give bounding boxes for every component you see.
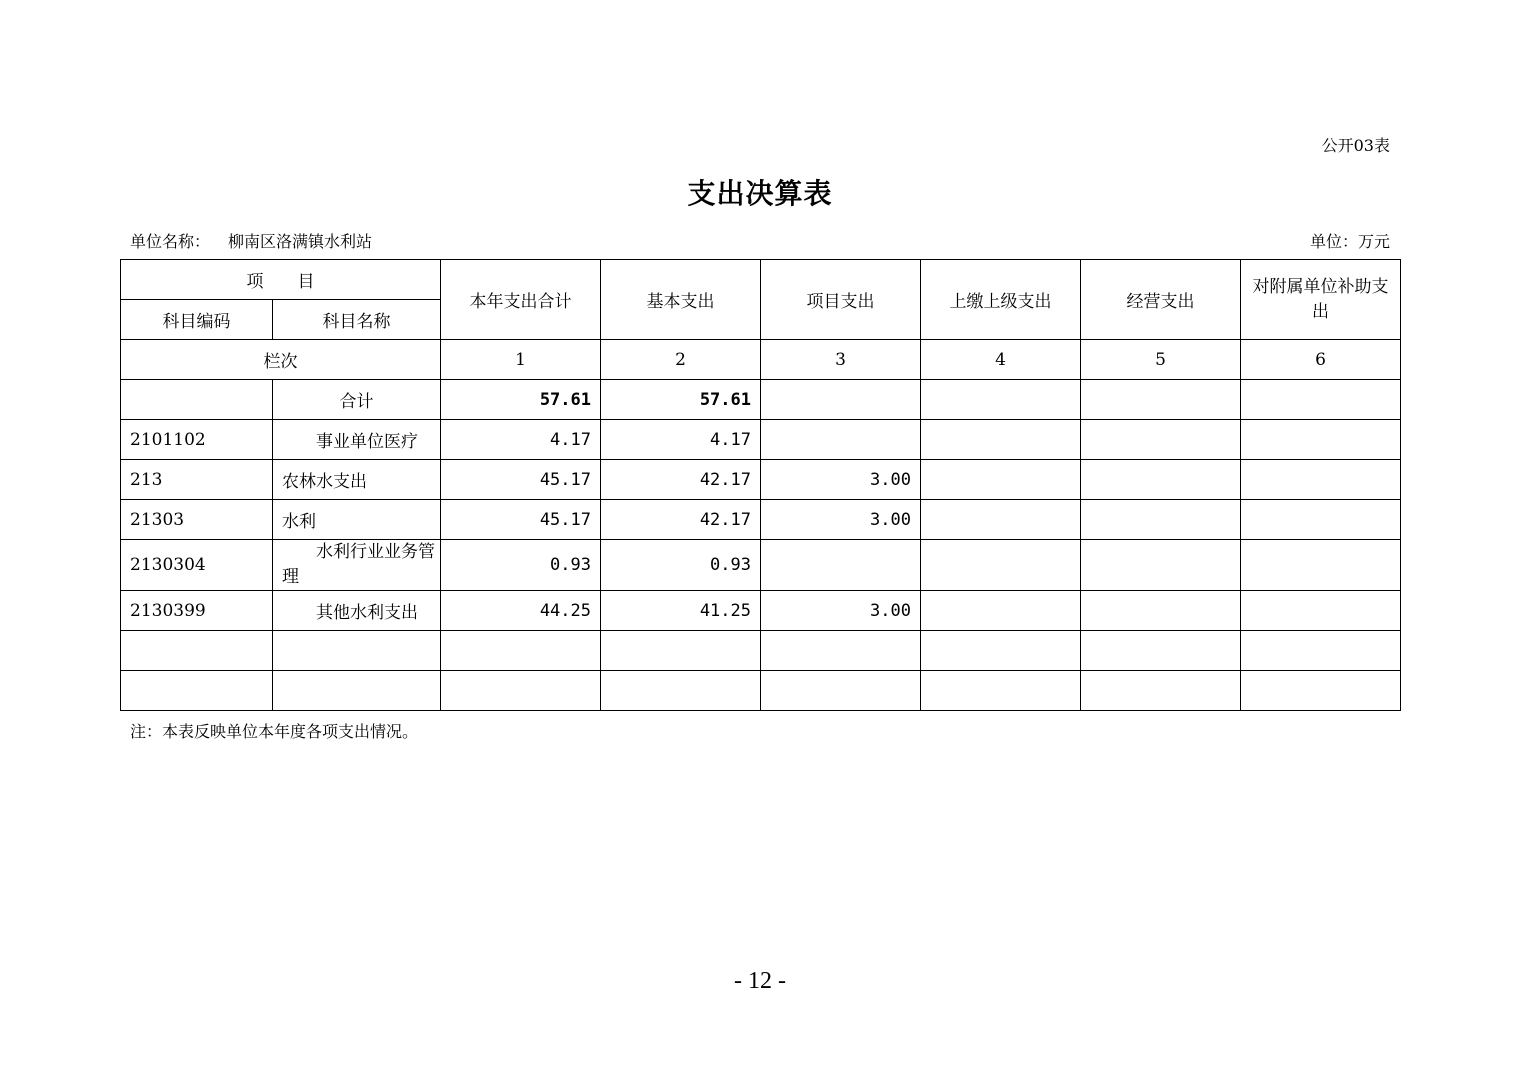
row-business [1081,591,1241,631]
header-col-basic: 基本支出 [601,260,761,340]
header-item: 项 目 [121,260,441,300]
row-basic: 41.25 [601,591,761,631]
index-num: 6 [1241,340,1401,380]
row-upper [921,540,1081,591]
total-amount: 57.61 [441,380,601,420]
row-name: 其他水利支出 [273,591,441,631]
index-label: 栏次 [121,340,441,380]
row-name: 水利行业业务管理 [273,540,441,591]
header-col-subsidy: 对附属单位补助支出 [1241,260,1401,340]
total-row [121,380,1401,420]
index-num: 5 [1081,340,1241,380]
row-upper [921,460,1081,500]
row-project [761,540,921,591]
row-total: 45.17 [441,500,601,540]
total-upper [921,380,1081,420]
empty-cell [441,631,601,671]
row-code: 21303 [121,500,273,540]
empty-cell [601,631,761,671]
total-business [1081,380,1241,420]
row-business [1081,420,1241,460]
empty-row [121,671,1401,711]
total-code [121,380,273,420]
page-title: 支出决算表 [687,177,833,210]
empty-cell [761,631,921,671]
table-row [121,500,1401,540]
empty-cell [121,631,273,671]
empty-cell [921,671,1081,711]
header-name: 科目名称 [273,300,441,340]
row-business [1081,460,1241,500]
empty-cell [273,671,441,711]
index-num: 4 [921,340,1081,380]
total-subsidy [1241,380,1401,420]
empty-cell [273,631,441,671]
total-label: 合计 [273,380,441,420]
row-name: 水利 [273,500,441,540]
row-code: 213 [121,460,273,500]
page-number: - 12 - [734,968,786,994]
total-basic: 57.61 [601,380,761,420]
empty-row [121,631,1401,671]
index-row [121,340,1401,380]
header-col-business: 经营支出 [1081,260,1241,340]
empty-cell [1081,631,1241,671]
unit-name-value: 柳南区洛满镇水利站 [228,232,373,251]
table-row [121,540,1401,591]
row-code: 2101102 [121,420,273,460]
empty-cell [601,671,761,711]
row-name: 事业单位医疗 [273,420,441,460]
expenditure-table [120,259,1401,711]
row-business [1081,500,1241,540]
header-col-project: 项目支出 [761,260,921,340]
row-upper [921,500,1081,540]
row-basic: 42.17 [601,460,761,500]
empty-cell [121,671,273,711]
row-subsidy [1241,500,1401,540]
empty-cell [1241,671,1401,711]
empty-cell [1081,671,1241,711]
row-business [1081,540,1241,591]
row-subsidy [1241,460,1401,500]
index-num: 3 [761,340,921,380]
row-project: 3.00 [761,591,921,631]
table-row [121,420,1401,460]
table-row [121,591,1401,631]
header-col-total: 本年支出合计 [441,260,601,340]
row-total: 0.93 [441,540,601,591]
table-row [121,460,1401,500]
row-basic: 4.17 [601,420,761,460]
total-project [761,380,921,420]
header-col-upper: 上缴上级支出 [921,260,1081,340]
unit-name-label: 单位名称： [130,232,211,251]
row-project: 3.00 [761,460,921,500]
row-subsidy [1241,540,1401,591]
row-subsidy [1241,420,1401,460]
unit-name-line [130,229,372,252]
empty-cell [441,671,601,711]
row-subsidy [1241,591,1401,631]
row-project: 3.00 [761,500,921,540]
empty-cell [1241,631,1401,671]
row-code: 2130304 [121,540,273,591]
row-name: 农林水支出 [273,460,441,500]
header-row-1 [121,260,1401,300]
empty-cell [921,631,1081,671]
row-upper [921,420,1081,460]
header-code: 科目编码 [121,300,273,340]
row-total: 45.17 [441,460,601,500]
row-basic: 42.17 [601,500,761,540]
row-total: 4.17 [441,420,601,460]
row-upper [921,591,1081,631]
row-total: 44.25 [441,591,601,631]
currency-unit: 单位：万元 [1309,232,1390,251]
form-number: 公开03表 [1321,136,1390,155]
empty-cell [761,671,921,711]
row-basic: 0.93 [601,540,761,591]
row-code: 2130399 [121,591,273,631]
index-num: 2 [601,340,761,380]
table-note: 注：本表反映单位本年度各项支出情况。 [130,722,419,741]
index-num: 1 [441,340,601,380]
row-project [761,420,921,460]
